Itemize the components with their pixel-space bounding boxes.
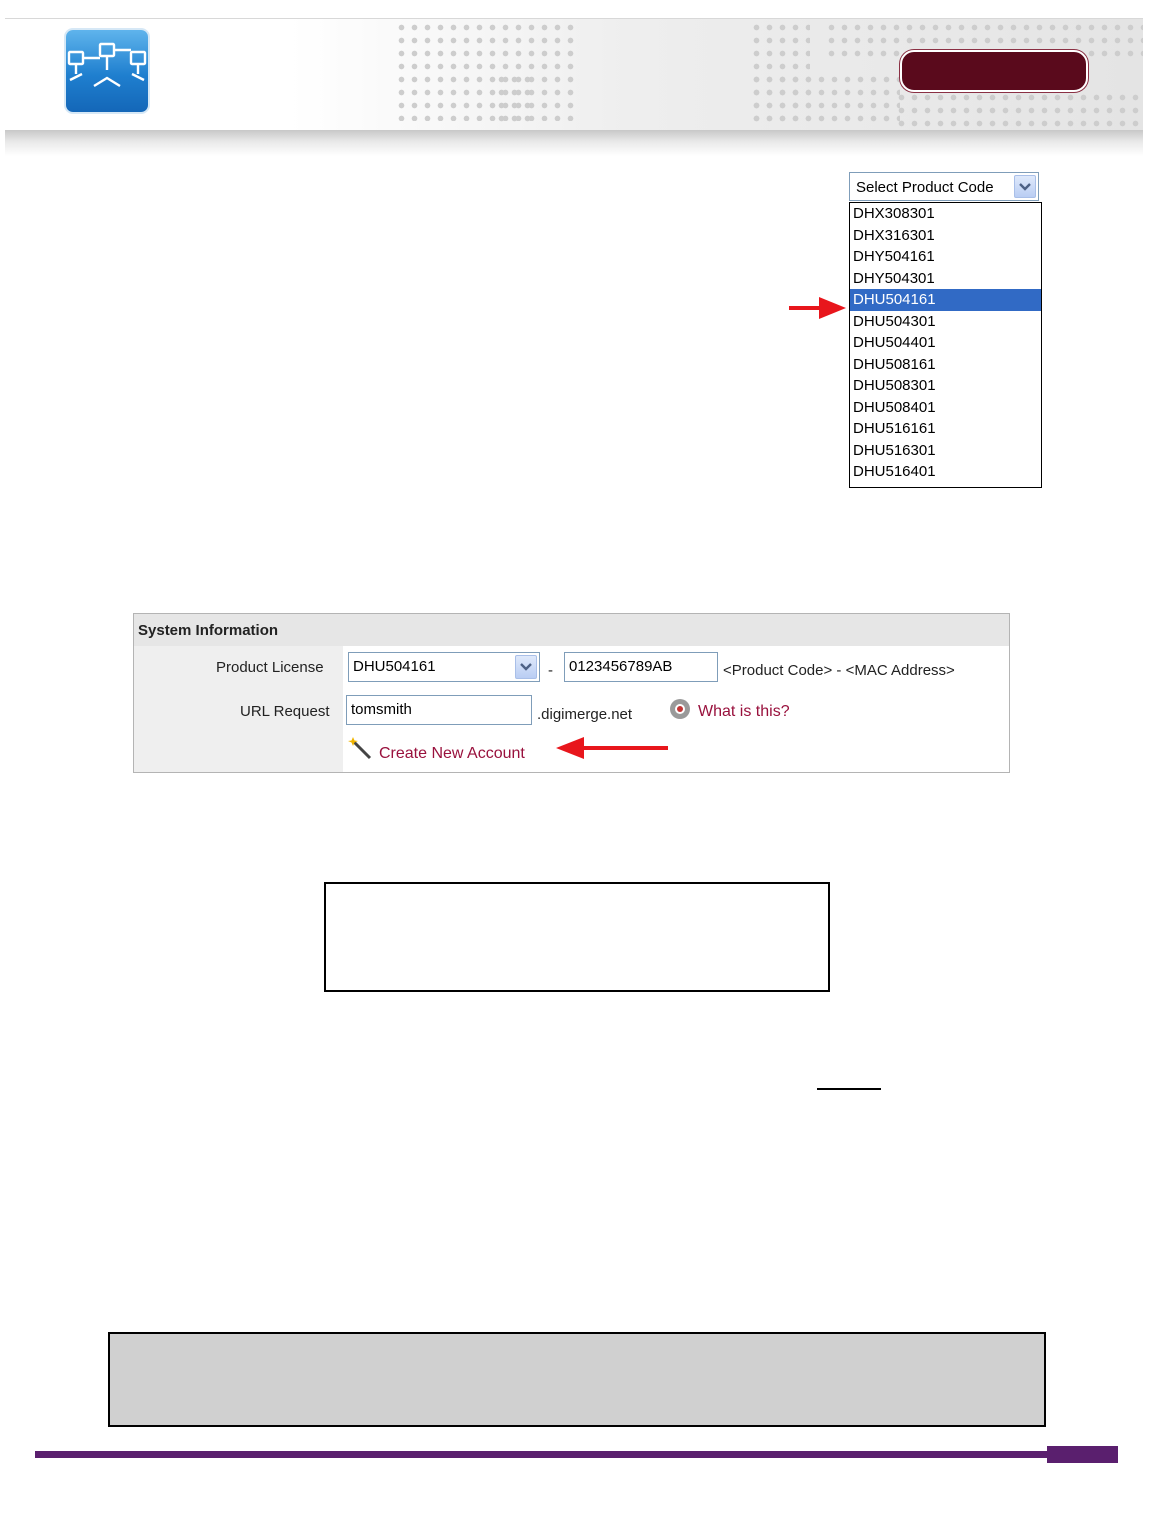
network-logo-icon	[66, 30, 148, 112]
note-box	[324, 882, 830, 992]
domain-suffix: .digimerge.net	[537, 706, 633, 723]
license-separator: -	[548, 662, 553, 679]
product-license-label: Product License	[216, 659, 324, 676]
list-option[interactable]: DHX316301	[853, 226, 935, 244]
mac-address-value: 0123456789AB	[569, 658, 673, 675]
list-option[interactable]: DHX308301	[853, 205, 935, 222]
create-new-account-link[interactable]: Create New Account	[379, 745, 525, 762]
url-request-input[interactable]	[346, 695, 532, 725]
footer-page-tab	[1047, 1446, 1118, 1463]
magic-wand-icon	[348, 736, 374, 767]
header-dot-pattern	[395, 21, 575, 121]
arrow-right-icon	[789, 294, 849, 322]
chevron-down-icon[interactable]	[515, 655, 537, 679]
list-option[interactable]: DHU508301	[853, 377, 936, 394]
what-is-this-link[interactable]: What is this?	[698, 703, 790, 720]
help-lifebuoy-icon[interactable]	[668, 697, 692, 726]
chevron-down-icon[interactable]	[1014, 175, 1036, 198]
header-dot-pattern	[495, 73, 535, 123]
brand-pill	[900, 50, 1088, 92]
product-code-combo[interactable]	[348, 652, 540, 682]
list-option[interactable]: DHU516301	[853, 441, 936, 459]
list-option[interactable]: DHU508161	[853, 355, 936, 373]
header-dot-pattern	[895, 91, 1143, 127]
arrow-left-icon	[556, 735, 670, 761]
product-code-value: DHU504161	[353, 658, 436, 675]
header-dot-pattern	[750, 73, 900, 123]
list-option[interactable]: DHY504301	[853, 269, 935, 287]
list-option[interactable]: DHU504301	[853, 312, 936, 330]
url-request-value: tomsmith	[351, 701, 412, 718]
panel-header	[134, 614, 1009, 646]
list-option-selected[interactable]: DHU504161	[850, 289, 1041, 311]
footer-line	[35, 1451, 1118, 1458]
product-code-select[interactable]	[849, 172, 1039, 201]
list-option[interactable]: DHY504161	[853, 248, 935, 265]
list-option[interactable]: DHU516161	[853, 420, 936, 437]
product-code-list[interactable]	[849, 202, 1042, 488]
license-format-hint: <Product Code> - <MAC Address>	[723, 662, 955, 679]
url-request-label: URL Request	[240, 703, 330, 720]
panel-title: System Information	[138, 622, 279, 639]
list-option[interactable]: DHU516401	[853, 463, 936, 480]
underline-mark	[817, 1088, 881, 1090]
list-option[interactable]: DHU508401	[853, 398, 936, 416]
mac-address-input[interactable]	[564, 652, 718, 682]
select-placeholder: Select Product Code	[856, 179, 994, 196]
header-band	[5, 130, 1143, 156]
grey-callout-box	[108, 1332, 1046, 1427]
list-option[interactable]: DHU504401	[853, 334, 936, 351]
